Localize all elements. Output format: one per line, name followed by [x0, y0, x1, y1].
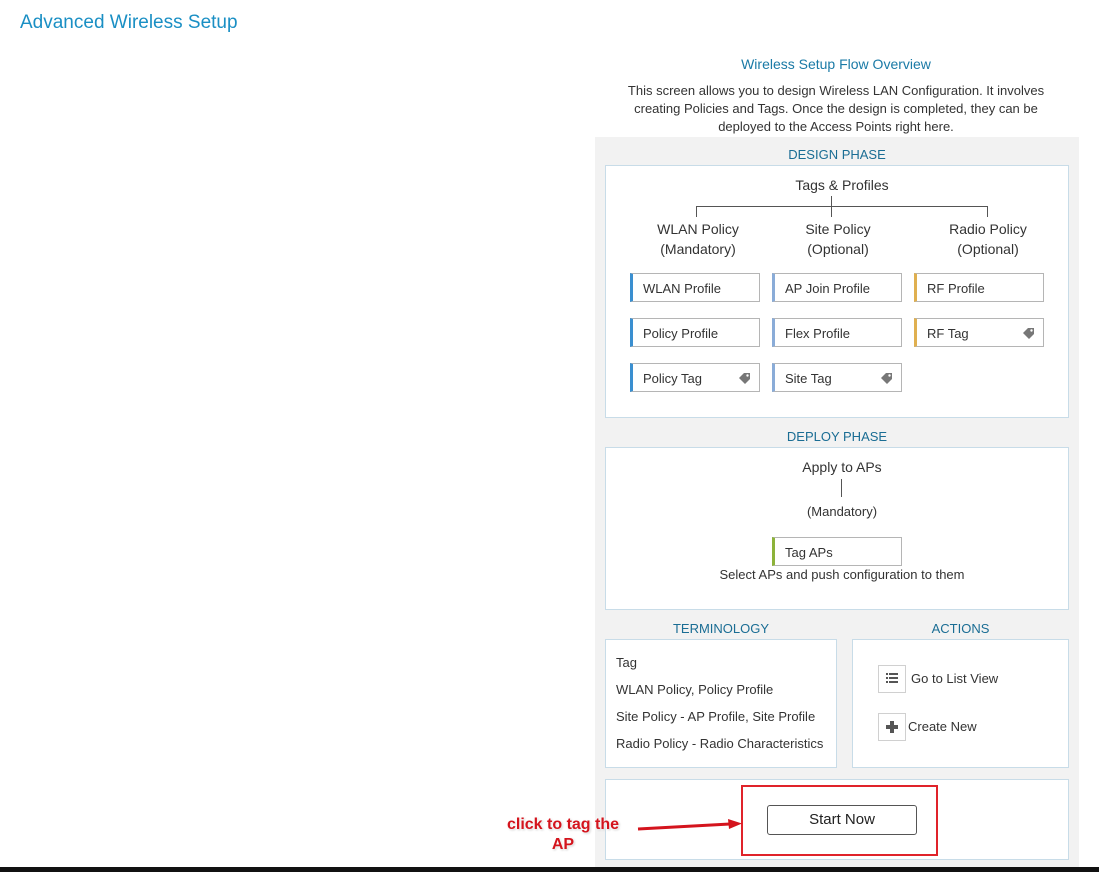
rf-profile-chip[interactable] [914, 273, 1044, 302]
design-root-label: Tags & Profiles [795, 177, 889, 193]
radio-policy-label: Radio Policy [949, 221, 1027, 237]
chip-label: RF Tag [927, 326, 969, 341]
annotation-line-2: AP [551, 836, 575, 853]
actions-box [852, 639, 1069, 768]
deploy-tree-line [841, 479, 842, 497]
wlan-policy-note: (Mandatory) [660, 241, 736, 257]
wlan-policy-heading [628, 219, 768, 259]
term-tag: Tag [616, 655, 637, 670]
arrow-icon [636, 818, 746, 834]
chip-label: Policy Profile [643, 326, 719, 341]
plus-icon [879, 714, 905, 740]
tree-line-root [831, 196, 832, 206]
site-tag-chip[interactable] [772, 363, 902, 392]
list-view-label[interactable]: Go to List View [911, 671, 999, 686]
design-phase-title: DESIGN PHASE [788, 147, 886, 162]
tag-aps-chip[interactable] [772, 537, 902, 566]
deploy-phase-title: DEPLOY PHASE [786, 429, 888, 444]
page-title: Advanced Wireless Setup [20, 12, 238, 33]
create-new-button[interactable] [878, 713, 906, 741]
create-new-label[interactable]: Create New [908, 719, 977, 734]
site-policy-note: (Optional) [807, 241, 869, 257]
radio-policy-note: (Optional) [957, 241, 1019, 257]
list-view-button[interactable] [878, 665, 906, 693]
tree-line-left [696, 206, 697, 217]
tag-icon [1022, 327, 1035, 339]
wlan-profile-chip[interactable] [630, 273, 760, 302]
radio-policy-heading [918, 219, 1058, 259]
chip-label: WLAN Profile [643, 281, 722, 296]
actions-title: ACTIONS [931, 621, 990, 636]
tag-icon [738, 372, 751, 384]
policy-profile-chip[interactable] [630, 318, 760, 347]
deploy-note: (Mandatory) [806, 504, 878, 519]
tree-line-middle [831, 206, 832, 217]
chip-label: AP Join Profile [785, 281, 871, 296]
bottom-bar [0, 867, 1099, 872]
tree-line-right [987, 206, 988, 217]
tag-icon [880, 372, 893, 384]
start-now-button[interactable]: Start Now [767, 805, 917, 835]
deploy-caption: Select APs and push configuration to them [719, 567, 965, 582]
term-wlan-policy: WLAN Policy, Policy Profile [616, 682, 774, 697]
overview-description: This screen allows you to design Wireless LAN Configuration. It involves creating Policies and Tags. Once the design is completed, they can be deployed to the Access Points right here. [627, 83, 1045, 134]
terminology-title: TERMINOLOGY [672, 621, 770, 636]
tree-line-horizontal [696, 206, 988, 207]
annotation-line-1: click to tag the [506, 816, 620, 833]
chip-label: Flex Profile [785, 326, 851, 341]
term-radio-policy: Radio Policy - Radio Characteristics [616, 736, 824, 751]
ap-join-profile-chip[interactable] [772, 273, 902, 302]
overview-title: Wireless Setup Flow Overview [741, 56, 931, 72]
list-icon [879, 666, 905, 692]
deploy-root-label: Apply to APs [802, 459, 882, 475]
flex-profile-chip[interactable] [772, 318, 902, 347]
wlan-policy-label: WLAN Policy [657, 221, 739, 237]
chip-label: Tag APs [785, 545, 833, 560]
chip-label: RF Profile [927, 281, 985, 296]
term-site-policy: Site Policy - AP Profile, Site Profile [616, 709, 816, 724]
site-policy-label: Site Policy [805, 221, 871, 237]
chip-label: Policy Tag [643, 371, 703, 386]
chip-label: Site Tag [785, 371, 832, 386]
policy-tag-chip[interactable] [630, 363, 760, 392]
site-policy-heading [768, 219, 908, 259]
annotation-callout [498, 815, 628, 855]
rf-tag-chip[interactable] [914, 318, 1044, 347]
